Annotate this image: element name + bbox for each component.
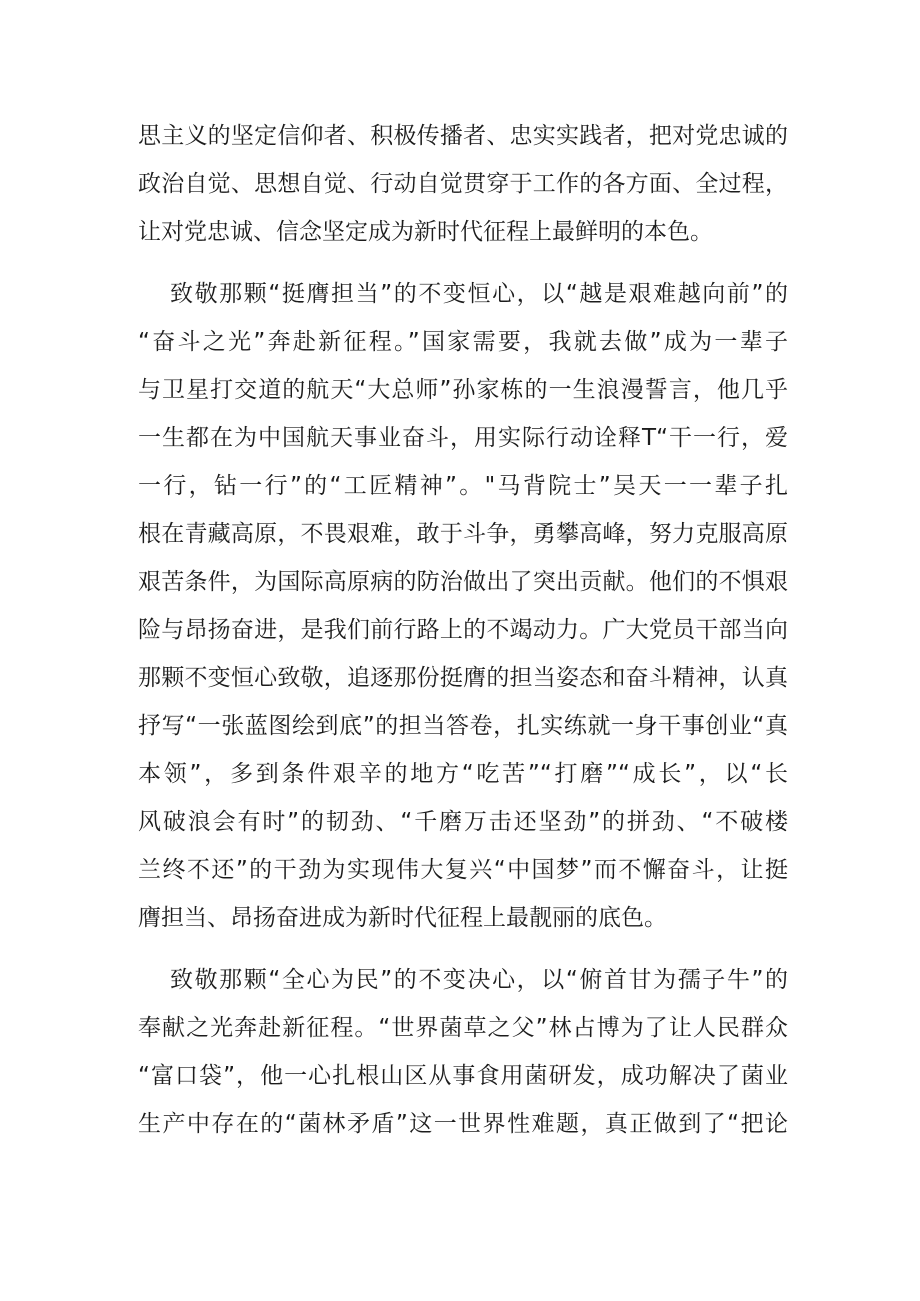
text-line: 那颗不变恒心致敬，追逐那份挺膺的担当姿态和奋斗精神，认真: [138, 665, 788, 691]
text-line: 思主义的坚定信仰者、积极传播者、忠实实践者，把对党忠诚的: [138, 123, 788, 149]
text-line: 致敬那颗“全心为民”的不变决心，以“俯首甘为孺子牛”的: [170, 967, 788, 993]
text-line: 致敬那颗“挺膺担当”的不变恒心，以“越是艰难越向前”的: [170, 281, 788, 307]
text-line: 艰苦条件，为国际高原病的防治做出了突出贡献。他们的不惧艰: [138, 569, 788, 595]
text-line: 生产中存在的“菌林矛盾”这一世界性难题，真正做到了“把论: [138, 1111, 788, 1137]
text-line: 本领”，多到条件艰辛的地方“吃苦”“打磨”“成长”，以“长: [138, 761, 788, 787]
paragraph-gap: [138, 256, 788, 270]
text-line: “富口袋”，他一心扎根山区从事食用菌研发，成功解决了菌业: [138, 1063, 788, 1089]
text-line: 膺担当、昂扬奋进成为新时代征程上最靓丽的底色。: [138, 905, 667, 931]
text-line: 兰终不还”的干劲为实现伟大复兴“中国梦”而不懈奋斗，让挺: [138, 857, 788, 883]
text-line: 根在青藏高原，不畏艰难，敢于斗争，勇攀高峰，努力克服高原: [138, 521, 788, 547]
paragraph: [138, 956, 788, 1148]
text-line: 与卫星打交道的航天“大总师”孙家栋的一生浪漫誓言，他几乎: [138, 377, 788, 403]
text-line: 抒写“一张蓝图绘到底”的担当答卷，扎实练就一身干事创业“真: [138, 713, 788, 739]
body-text: [138, 112, 788, 1148]
text-line: 奉献之光奔赴新征程。“世界菌草之父”林占博为了让人民群众: [138, 1015, 788, 1041]
text-line: 险与昂扬奋进，是我们前行路上的不竭动力。广大党员干部当向: [138, 617, 788, 643]
paragraph-gap: [138, 942, 788, 956]
text-line: 政治自觉、思想自觉、行动自觉贯穿于工作的各方面、全过程，: [138, 171, 788, 197]
text-line: 让对党忠诚、信念坚定成为新时代征程上最鲜明的本色。: [138, 219, 713, 245]
paragraph: [138, 270, 788, 942]
text-line: 一生都在为中国航天事业奋斗，用实际行动诠释T“干一行，爱: [138, 425, 788, 451]
text-line: 风破浪会有时”的韧劲、“千磨万击还坚劲”的拼劲、“不破楼: [138, 809, 788, 835]
paragraph: [138, 112, 788, 256]
text-line: 一行，钻一行”的“工匠精神”。"马背院士”吴天一一辈子扎: [138, 473, 788, 499]
text-line: “奋斗之光”奔赴新征程。”国家需要，我就去做”成为一辈子: [138, 329, 788, 355]
